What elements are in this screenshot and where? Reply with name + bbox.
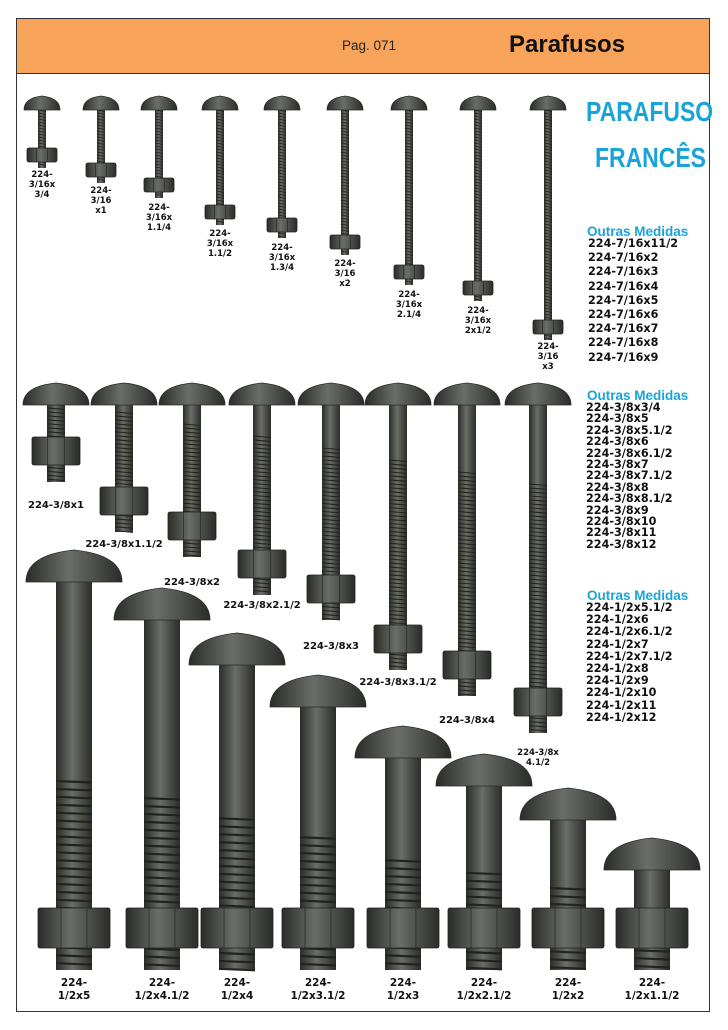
- other-size-item: 224-7/16x6: [588, 308, 659, 322]
- bolt-image: [502, 383, 574, 739]
- other-size-item: 224-3/8x8: [586, 480, 649, 494]
- category-title: Parafusos: [509, 31, 626, 58]
- bolt-size-label: 224- 1/2x4.1/2: [134, 977, 190, 1002]
- bolt-image: [21, 96, 63, 174]
- other-size-item: 224-1/2x9: [586, 674, 649, 688]
- bolt-size-label: 224- 3/16x 1.3/4: [268, 243, 296, 273]
- bolt-size-label: 224- 1/2x1.1/2: [624, 977, 680, 1002]
- bolt-size-label: 224- 3/16 x2: [334, 259, 356, 289]
- other-size-item: 224-1/2x8: [586, 662, 649, 676]
- bolt-image: [156, 383, 228, 563]
- bolt-image: [601, 838, 703, 976]
- other-size-item: 224-1/2x6: [586, 613, 649, 627]
- bolt-image: [457, 96, 499, 307]
- bolt-size-label: 224-3/8x2.1/2: [223, 600, 301, 611]
- bolt-size-label: 224- 1/2x3: [386, 977, 420, 1002]
- other-size-item: 224-3/8x5: [586, 412, 649, 426]
- other-size-item: 224-3/8x9: [586, 503, 649, 517]
- other-size-item: 224-7/16x7: [588, 322, 659, 336]
- product-title-line1: PARAFUSO: [586, 96, 714, 127]
- other-size-item: 224-1/2x12: [586, 710, 657, 724]
- bolt-image: [23, 550, 125, 976]
- other-sizes-heading-3-8: Outras Medidas: [587, 388, 689, 403]
- bolt-image: [527, 96, 569, 346]
- bolt-image: [324, 96, 366, 261]
- other-size-item: 224-3/8x8.1/2: [586, 492, 673, 506]
- bolt-size-label: 224-3/8x3: [302, 641, 359, 652]
- other-sizes-list-1-2: [586, 602, 673, 724]
- other-size-item: 224-7/16x5: [588, 293, 659, 307]
- other-size-item: 224-1/2x5.1/2: [586, 601, 673, 614]
- other-size-item: 224-1/2x10: [586, 686, 657, 700]
- bolt-size-label: 224- 1/2x2.1/2: [456, 977, 512, 1002]
- bolt-size-label: 224- 3/16x 1.1/4: [145, 203, 173, 233]
- other-size-item: 224-7/16x9: [588, 350, 659, 364]
- other-size-item: 224-1/2x7.1/2: [586, 649, 673, 663]
- bolt-image: [226, 383, 298, 601]
- bolt-image: [431, 383, 503, 702]
- other-size-item: 224-3/8x11: [586, 526, 657, 540]
- other-size-item: 224-7/16x11/2: [588, 237, 679, 250]
- bolt-image: [261, 96, 303, 244]
- bolt-image: [388, 96, 430, 291]
- other-size-item: 224-3/8x12: [586, 537, 657, 551]
- other-size-item: 224-3/8x6: [586, 435, 649, 449]
- bolt-size-label: 224- 1/2x5: [57, 977, 91, 1002]
- bolt-size-label: 224- 3/16x 2x1/2: [464, 306, 492, 336]
- bolt-size-label: 224-3/8x1: [27, 500, 84, 511]
- bolt-size-label: 224- 3/16x 1.1/2: [206, 229, 234, 259]
- bolt-size-label: 224- 3/16x 3/4: [28, 170, 56, 200]
- other-size-item: 224-3/8x7.1/2: [586, 469, 673, 483]
- other-size-item: 224-7/16x3: [588, 265, 659, 279]
- bolt-size-label: 224-3/8x3.1/2: [359, 677, 437, 688]
- bolt-size-label: 224-3/8x1.1/2: [85, 539, 163, 550]
- other-size-item: 224-3/8x7: [586, 458, 649, 472]
- other-sizes-heading-1-2: Outras Medidas: [587, 588, 689, 603]
- other-size-item: 224-3/8x5.1/2: [586, 423, 673, 437]
- other-sizes-list-3-8: [586, 402, 673, 550]
- bolt-image: [80, 96, 122, 189]
- other-size-item: 224-3/8x3/4: [586, 401, 661, 414]
- bolt-size-label: 224-3/8x 4.1/2: [517, 748, 559, 768]
- other-size-item: 224-3/8x6.1/2: [586, 446, 673, 460]
- other-size-item: 224-1/2x11: [586, 698, 657, 712]
- other-size-item: 224-7/16x8: [588, 336, 659, 350]
- bolt-image: [20, 383, 92, 488]
- bolt-size-label: 224-3/8x2: [163, 577, 220, 588]
- bolt-size-label: 224- 3/16 x3: [537, 342, 559, 372]
- page-number: Pag. 071: [342, 38, 397, 53]
- other-size-item: 224-3/8x10: [586, 515, 657, 529]
- bolt-size-label: 224-3/8x4: [438, 715, 495, 726]
- other-sizes-list-7-16: [588, 237, 678, 365]
- bolt-image: [295, 383, 367, 626]
- bolt-size-label: 224- 1/2x4: [220, 977, 254, 1002]
- bolt-image: [362, 383, 434, 676]
- bolt-image: [199, 96, 241, 231]
- bolt-size-label: 224- 1/2x2: [551, 977, 585, 1002]
- bolt-image: [138, 96, 180, 204]
- product-title-line2: FRANCÊS: [595, 142, 706, 173]
- other-size-item: 224-7/16x4: [588, 279, 659, 293]
- other-size-item: 224-1/2x7: [586, 637, 649, 651]
- other-size-item: 224-7/16x2: [588, 251, 659, 265]
- bolt-image: [88, 383, 160, 538]
- bolt-size-label: 224- 3/16x 2.1/4: [395, 290, 423, 320]
- bolt-size-label: 224- 1/2x3.1/2: [290, 977, 346, 1002]
- bolt-size-label: 224- 3/16 x1: [90, 186, 112, 216]
- other-size-item: 224-1/2x6.1/2: [586, 625, 673, 639]
- other-sizes-heading-7-16: Outras Medidas: [587, 224, 689, 239]
